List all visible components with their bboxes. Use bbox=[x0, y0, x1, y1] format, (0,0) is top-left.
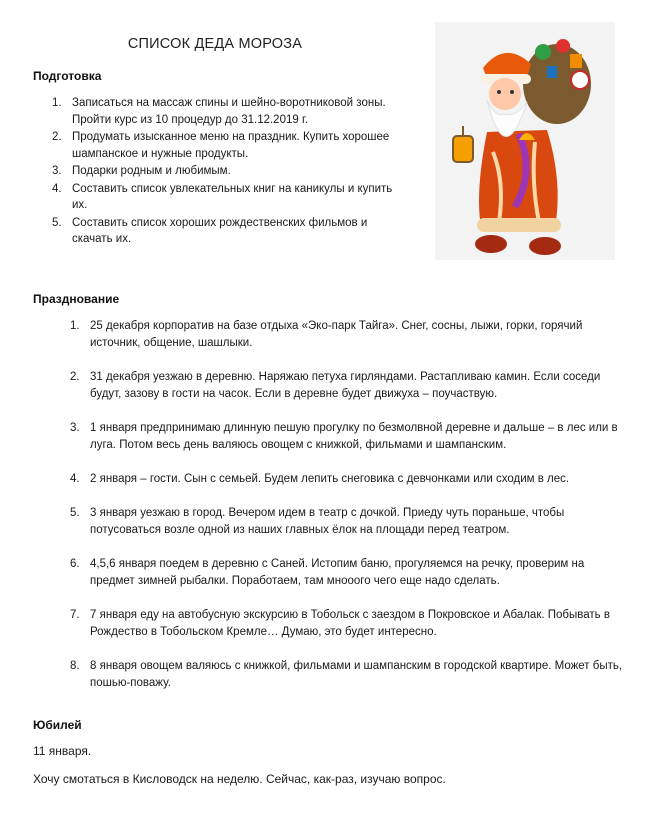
celebration-heading: Празднование bbox=[33, 292, 120, 306]
list-item: 2. Продумать изысканное меню на праздник. Купить хорошее шампанское и нужные продукты. bbox=[52, 131, 390, 160]
list-item: 4. 2 января – гости. Сын с семьей. Будем лепить снеговика с девчонками или сходим в лес. bbox=[70, 473, 570, 485]
list-item: 3. Подарки родным и любимым. bbox=[52, 165, 231, 177]
list-item: 7. 7 января еду на автобусную экскурсию в Тобольск с заездом в Покровское и Абалак. Побывать в Рождество в Тобольском Кремле… Думаю, это будет интересно. bbox=[70, 609, 610, 638]
jubilee-text: Хочу смотаться в Кисловодск на неделю. Сейчас, как-раз, изучаю вопрос. bbox=[33, 772, 446, 786]
list-item: 5. 3 января уезжаю в город. Вечером идем в театр с дочкой. Приеду чуть пораньше, чтобы потусоваться возле одной из наших главных ёлок на площади перед театром. bbox=[70, 507, 565, 536]
list-item: 1. 25 декабря корпоратив на базе отдыха «Эко-парк Тайга». Снег, сосны, лыжи, горки, горячий источник, общение, шашлыки. bbox=[70, 320, 583, 349]
jubilee-heading: Юбилей bbox=[33, 718, 82, 732]
santa-claus-icon bbox=[435, 22, 615, 260]
list-item: 8. 8 января овощем валяюсь с книжкой, фильмами и шампанским в городской квартире. Может быть, пошью-поважу. bbox=[70, 660, 623, 689]
list-item: 1. Записаться на массаж спины и шейно-воротниковой зоны. Пройти курс из 10 процедур до 31.12.2019 г. bbox=[52, 97, 386, 126]
preparation-list bbox=[52, 95, 402, 249]
list-item: 6. 4,5,6 января поедем в деревню с Саней. Истопим баню, прогуляемся на речку, проверим на предмет зимней рыбалки. Поработаем, там мнооого чего еще надо сделать. bbox=[70, 558, 585, 587]
list-item: 2. 31 декабря уезжаю в деревню. Наряжаю петуха гирляндами. Растапливаю камин. Если соседи будут, зазову в гости на часок. Если в деревне будет движуха – поучаствую. bbox=[70, 371, 601, 400]
document-title: СПИСОК ДЕДА МОРОЗА bbox=[127, 36, 303, 52]
jubilee-date: 11 января. bbox=[33, 744, 92, 758]
list-item: 3. 1 января предпринимаю длинную пешую прогулку по безмолвной деревне и дальше – в лес или в луга. Потом весь день валяюсь овощем с книжкой, фильмами и шампанским. bbox=[70, 422, 618, 451]
celebration-list bbox=[70, 318, 630, 692]
list-item: 5. Составить список хороших рождественских фильмов и скачать их. bbox=[52, 216, 368, 245]
list-item: 4. Составить список увлекательных книг на каникулы и купить их. bbox=[52, 182, 393, 211]
santa-claus-image bbox=[435, 22, 615, 260]
preparation-heading: Подготовка bbox=[33, 69, 102, 83]
